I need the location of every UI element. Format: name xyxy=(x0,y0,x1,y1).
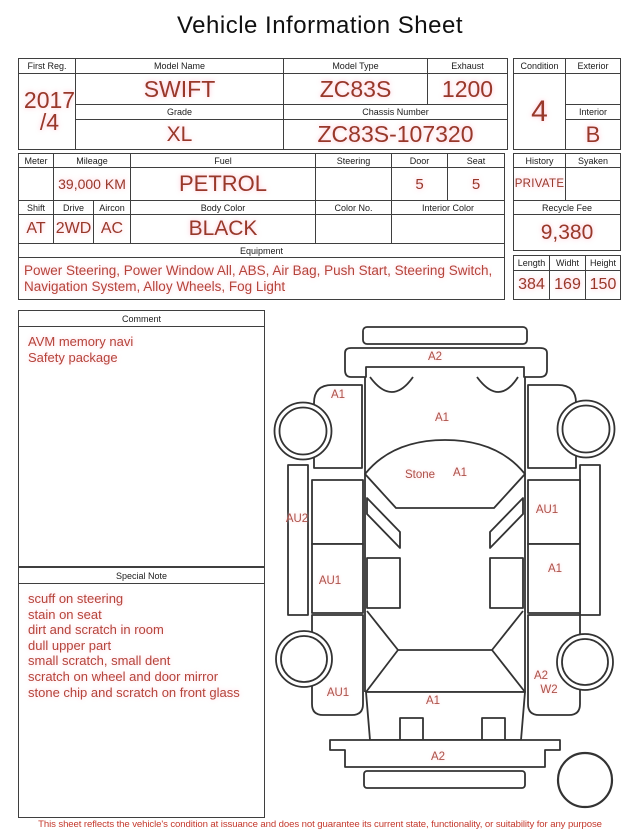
right-rear-door xyxy=(528,544,580,613)
front-strip xyxy=(363,327,527,344)
steering-value xyxy=(316,168,392,201)
front-right-wheel-inner xyxy=(563,406,610,453)
special-note-line: dirt and scratch in room xyxy=(28,622,164,638)
comment-content xyxy=(19,327,264,372)
exterior-label: Exterior xyxy=(566,59,620,74)
interior-color-label: Interior Color xyxy=(392,201,504,215)
damage-label: AU1 xyxy=(535,504,559,516)
grade-value: XL xyxy=(76,120,284,149)
length-label: Length xyxy=(514,256,550,271)
right-rear-window xyxy=(490,558,523,608)
recycle-fee-value: 9,380 xyxy=(540,220,594,244)
damage-label: A1 xyxy=(434,412,450,424)
chassis-value: ZC83S-107320 xyxy=(317,121,474,147)
damage-label: Stone xyxy=(404,469,436,481)
special-note-line: scuff on steering xyxy=(28,591,124,606)
windshield xyxy=(365,440,525,508)
damage-label: A2 xyxy=(427,351,443,363)
special-note-box xyxy=(18,567,265,818)
spec-table xyxy=(18,153,505,300)
damage-label: A1 xyxy=(425,695,441,707)
history-label: History xyxy=(514,154,566,168)
first-reg-value: 2017 /4 xyxy=(19,74,76,149)
fuel-value: PETROL xyxy=(131,168,316,201)
history-table xyxy=(513,153,621,251)
interior-label: Interior xyxy=(566,105,620,120)
grade-label: Grade xyxy=(76,105,284,120)
seat-value: 5 xyxy=(448,168,504,201)
comment-box xyxy=(18,310,265,567)
front-left-wheel-inner xyxy=(280,408,327,455)
damage-label: A1 xyxy=(330,389,346,401)
right-rocker xyxy=(580,465,600,615)
chassis-label: Chassis Number xyxy=(284,105,507,120)
equipment-value: Power Steering, Power Window All, ABS, Air Bag, Push Start, Steering Switch, Navigation System, Alloy Wheels, Fog Light xyxy=(24,262,493,294)
body-color-value: BLACK xyxy=(131,215,316,244)
interior-value: B xyxy=(585,121,601,147)
damage-label: A1 xyxy=(452,467,468,479)
mileage-label: Mileage xyxy=(54,154,131,168)
damage-label: A2 xyxy=(430,751,446,763)
rear-left-wheel-inner xyxy=(281,636,327,682)
left-rocker xyxy=(285,465,309,615)
door-label: Door xyxy=(392,154,448,168)
syaken-value xyxy=(566,168,620,201)
meter-label: Meter xyxy=(19,154,54,168)
damage-label: A2 xyxy=(533,670,549,682)
special-note-line: stone chip and scratch on front glass xyxy=(28,684,240,700)
seat-label: Seat xyxy=(448,154,504,168)
rear-right-wheel-inner xyxy=(562,639,608,685)
left-rear-window xyxy=(367,558,400,608)
registration-table xyxy=(18,58,508,150)
condition-label: Condition xyxy=(514,59,566,74)
height-value: 150 xyxy=(589,276,617,293)
color-no-value xyxy=(316,215,392,244)
drive-label: Drive xyxy=(54,201,94,215)
exterior-value xyxy=(566,74,620,105)
special-note-line: scratch on wheel and door mirror xyxy=(28,668,219,684)
taillight-left xyxy=(400,718,423,740)
damage-label: AU1 xyxy=(318,575,342,587)
first-reg-label: First Reg. xyxy=(19,59,76,74)
meter-value xyxy=(19,168,54,201)
hood-arch-left xyxy=(370,377,413,392)
front-bumper xyxy=(345,348,547,377)
drive-value: 2WD xyxy=(54,215,94,244)
exhaust-label: Exhaust xyxy=(428,59,507,74)
condition-table xyxy=(513,58,621,150)
damage-label: A1 xyxy=(547,563,563,575)
hood-arch-right xyxy=(477,377,518,392)
body-color-label: Body Color xyxy=(131,201,316,215)
recycle-fee-label: Recycle Fee xyxy=(514,201,620,215)
model-name-label: Model Name xyxy=(76,59,284,74)
special-note-line: dull upper part xyxy=(28,637,112,653)
aircon-value: AC xyxy=(94,215,131,244)
disclaimer-text: This sheet reflects the vehicle's condition at issuance and does not guarantee its current state, functionality, or suitability for any purpose xyxy=(38,819,602,830)
shift-label: Shift xyxy=(19,201,54,215)
car-damage-diagram xyxy=(272,308,632,823)
dimension-table xyxy=(513,255,621,300)
door-value: 5 xyxy=(392,168,448,201)
spare-wheel xyxy=(558,753,612,807)
aircon-label: Aircon xyxy=(94,201,131,215)
c-pillar-lines xyxy=(367,611,523,650)
steering-label: Steering xyxy=(316,154,392,168)
taillight-right xyxy=(482,718,505,740)
mileage-value: 39,000 KM xyxy=(54,168,131,201)
width-label: Widht xyxy=(550,256,586,271)
history-value: PRIVATE xyxy=(514,168,566,201)
model-type-value: ZC83S xyxy=(284,74,428,105)
model-type-label: Model Type xyxy=(284,59,428,74)
interior-color-value xyxy=(392,215,504,244)
exhaust-value: 1200 xyxy=(428,74,507,105)
special-note-line: stain on seat xyxy=(28,606,102,622)
equipment-label: Equipment xyxy=(19,244,504,258)
damage-label: AU1 xyxy=(326,687,350,699)
model-name-value: SWIFT xyxy=(76,74,284,105)
syaken-label: Syaken xyxy=(566,154,620,168)
damage-label: W2 xyxy=(540,684,558,696)
damage-label: AU2 xyxy=(285,513,309,525)
height-label: Height xyxy=(586,256,620,271)
comment-line: Safety package xyxy=(28,349,118,365)
page-title: Vehicle Information Sheet xyxy=(176,12,463,39)
rear-window xyxy=(366,650,525,692)
special-note-content xyxy=(19,584,264,707)
length-value: 384 xyxy=(514,271,550,299)
left-front-door xyxy=(312,480,363,544)
width-value: 169 xyxy=(550,271,586,299)
rear-strip xyxy=(364,771,525,788)
comment-label: Comment xyxy=(19,311,264,327)
fuel-label: Fuel xyxy=(131,154,316,168)
special-note-label: Special Note xyxy=(19,568,264,584)
condition-value: 4 xyxy=(514,74,566,149)
special-note-line: small scratch, small dent xyxy=(28,653,171,669)
shift-value: AT xyxy=(19,215,54,244)
comment-line: AVM memory navi xyxy=(28,334,134,349)
color-no-label: Color No. xyxy=(316,201,392,215)
